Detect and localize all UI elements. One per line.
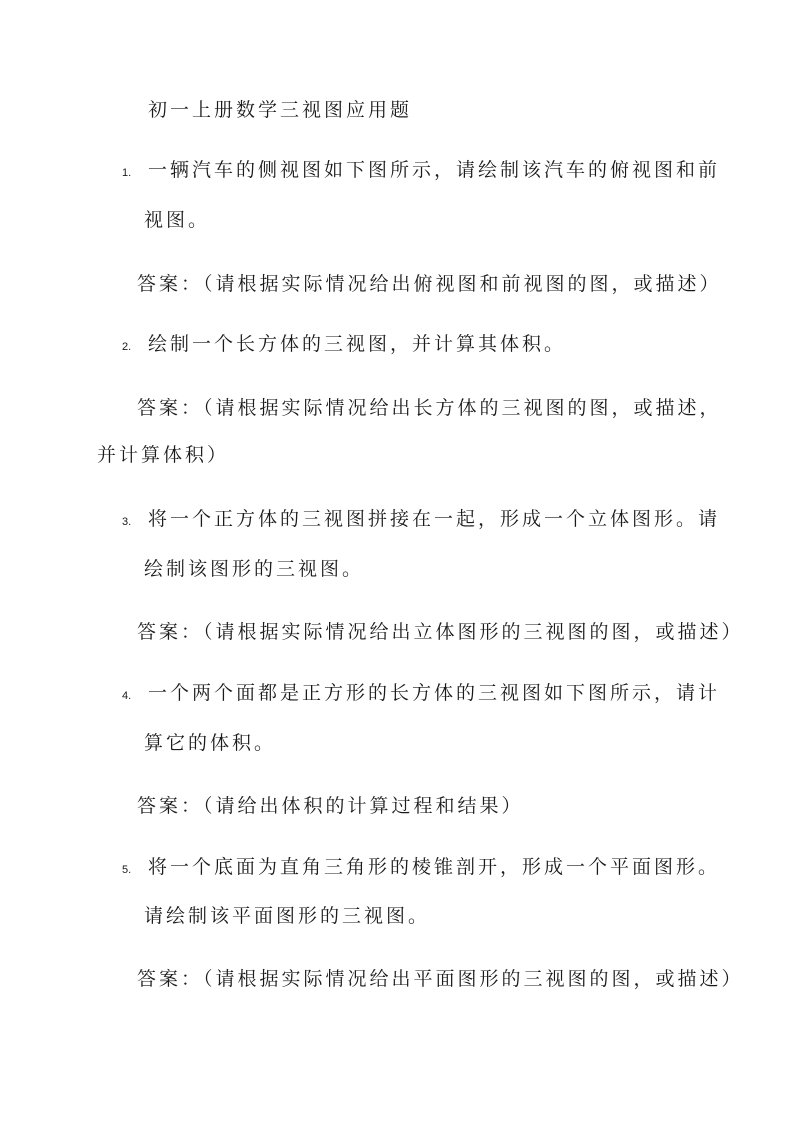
question-text-line: 一个两个面都是正方形的长方体的三视图如下图所示，请计 <box>148 682 721 704</box>
question-text-line: 绘制一个长方体的三视图，并计算其体积。 <box>148 333 567 355</box>
answer-line: 答案：（请根据实际情况给出俯视图和前视图的图，或描述） <box>137 273 722 295</box>
question-number: 2. <box>122 341 132 353</box>
answer-line: 答案：（请根据实际情况给出平面图形的三视图的图，或描述） <box>137 968 744 990</box>
answer-line: 并计算体积） <box>97 444 230 466</box>
question-text-line: 将一个底面为直角三角形的棱锥剖开，形成一个平面图形。 <box>148 856 721 878</box>
question-number: 4. <box>122 690 132 702</box>
question-text-line: 算它的体积。 <box>144 732 277 754</box>
question-number: 1. <box>122 167 132 179</box>
answer-line: 答案：（请给出体积的计算过程和结果） <box>137 795 524 817</box>
question-number: 5. <box>122 864 132 876</box>
question-text-line: 视图。 <box>144 209 211 231</box>
question-number: 3. <box>122 516 132 528</box>
question-text-line: 一辆汽车的侧视图如下图所示，请绘制该汽车的俯视图和前 <box>148 159 721 181</box>
answer-line: 答案：（请根据实际情况给出长方体的三视图的图，或描述， <box>137 397 722 419</box>
answer-line: 答案：（请根据实际情况给出立体图形的三视图的图，或描述） <box>137 621 744 643</box>
question-text-line: 请绘制该平面图形的三视图。 <box>144 905 431 927</box>
page-title: 初一上册数学三视图应用题 <box>148 99 413 121</box>
question-text-line: 将一个正方体的三视图拼接在一起，形成一个立体图形。请 <box>148 508 721 530</box>
question-text-line: 绘制该图形的三视图。 <box>144 558 365 580</box>
